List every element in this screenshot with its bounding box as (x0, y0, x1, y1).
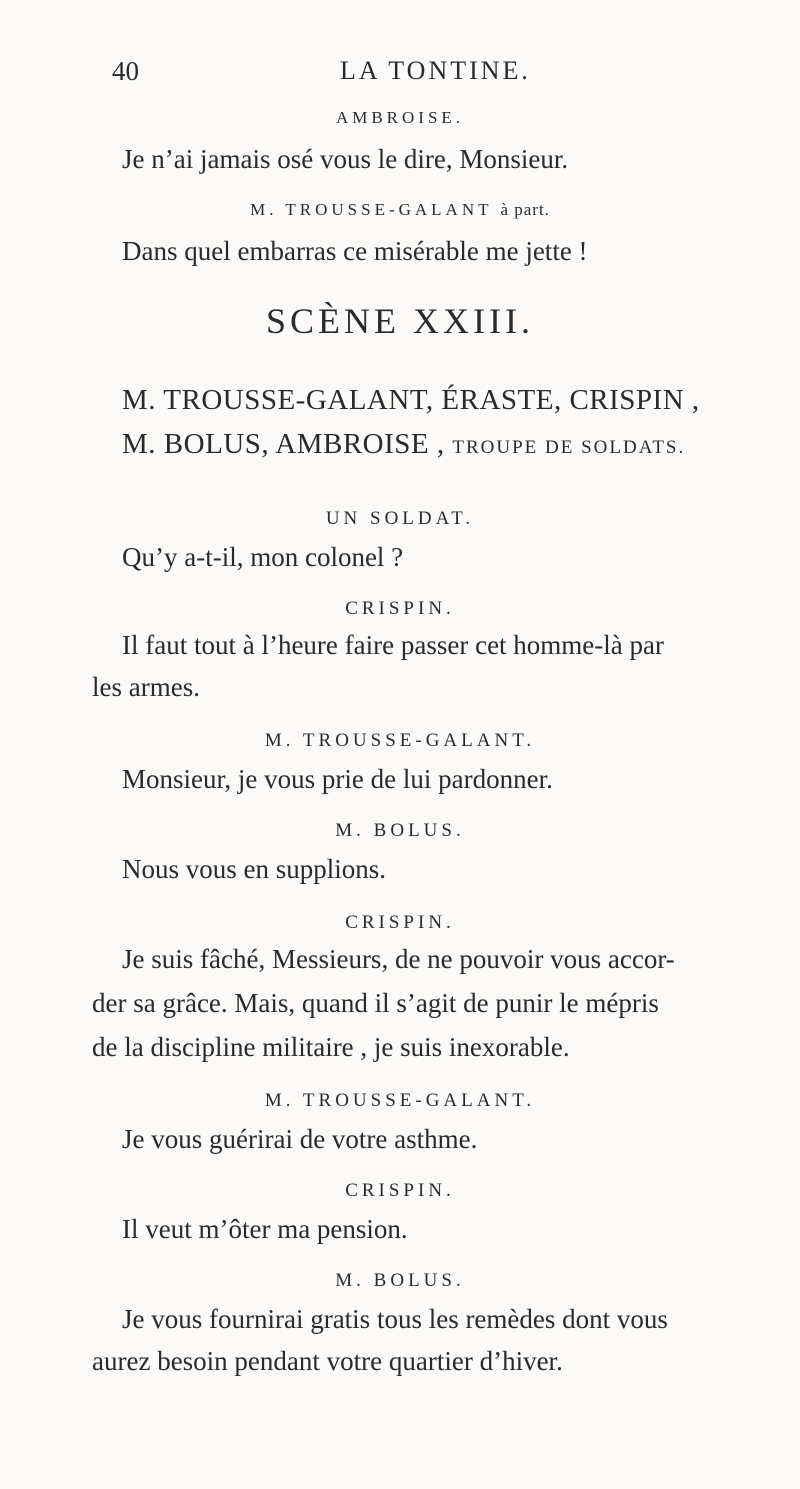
line-crispin-1b: les armes. (92, 672, 200, 702)
line-trousse-galant: Dans quel embarras ce misérable me jette ! (122, 236, 588, 266)
cast-line-2 (122, 428, 685, 461)
speaker-trousse-galant: M. TROUSSE-GALANT (250, 200, 493, 219)
line-crispin-3: Il veut m’ôter ma pension. (122, 1214, 408, 1244)
speaker-trousse-galant-3: M. TROUSSE-GALANT. (264, 1090, 536, 1111)
line-crispin-2c: de la discipline militaire , je suis inexorable. (92, 1032, 570, 1062)
page-header (0, 56, 800, 96)
line-soldat: Qu’y a-t-il, mon colonel ? (122, 542, 404, 572)
stage-direction-aside: à part. (500, 200, 550, 219)
speaker-bolus: M. BOLUS. (335, 820, 465, 841)
speaker-ambroise: AMBROISE. (335, 108, 465, 127)
line-crispin-2b: der sa grâce. Mais, quand il s’agit de punir le mépris (92, 988, 659, 1018)
running-title: LA TONTINE. (340, 56, 531, 85)
line-bolus-2b: aurez besoin pendant votre quartier d’hiver. (92, 1346, 563, 1376)
speaker-crispin-2: CRISPIN. (345, 912, 455, 933)
speaker-crispin-3: CRISPIN. (345, 1180, 455, 1201)
line-crispin-2a: Je suis fâché, Messieurs, de ne pouvoir vous accor- (122, 944, 675, 974)
page-number: 40 (112, 56, 139, 86)
line-bolus-1: Nous vous en supplions. (122, 854, 387, 884)
speaker-trousse-galant-aside (0, 200, 800, 220)
line-crispin-1a: Il faut tout à l’heure faire passer cet homme-là par (122, 630, 664, 660)
line-trousse-galant-2: Monsieur, je vous prie de lui pardonner. (122, 764, 553, 794)
cast-troupe: TROUPE DE SOLDATS. (452, 437, 686, 458)
line-trousse-galant-3: Je vous guérirai de votre asthme. (122, 1124, 478, 1154)
line-bolus-2a: Je vous fournirai gratis tous les remèdes dont vous (122, 1304, 668, 1334)
speaker-trousse-galant-2: M. TROUSSE-GALANT. (264, 730, 536, 751)
cast-line-1: M. TROUSSE-GALANT, ÉRASTE, CRISPIN , (122, 384, 700, 416)
speaker-bolus-2: M. BOLUS. (335, 1270, 465, 1291)
speaker-crispin: CRISPIN. (345, 598, 455, 619)
line-ambroise: Je n’ai jamais osé vous le dire, Monsieur. (122, 144, 569, 174)
scene-title: SCÈNE XXIII. (266, 301, 534, 341)
speaker-un-soldat: UN SOLDAT. (325, 508, 475, 529)
cast-names: M. BOLUS, AMBROISE , (122, 428, 445, 460)
